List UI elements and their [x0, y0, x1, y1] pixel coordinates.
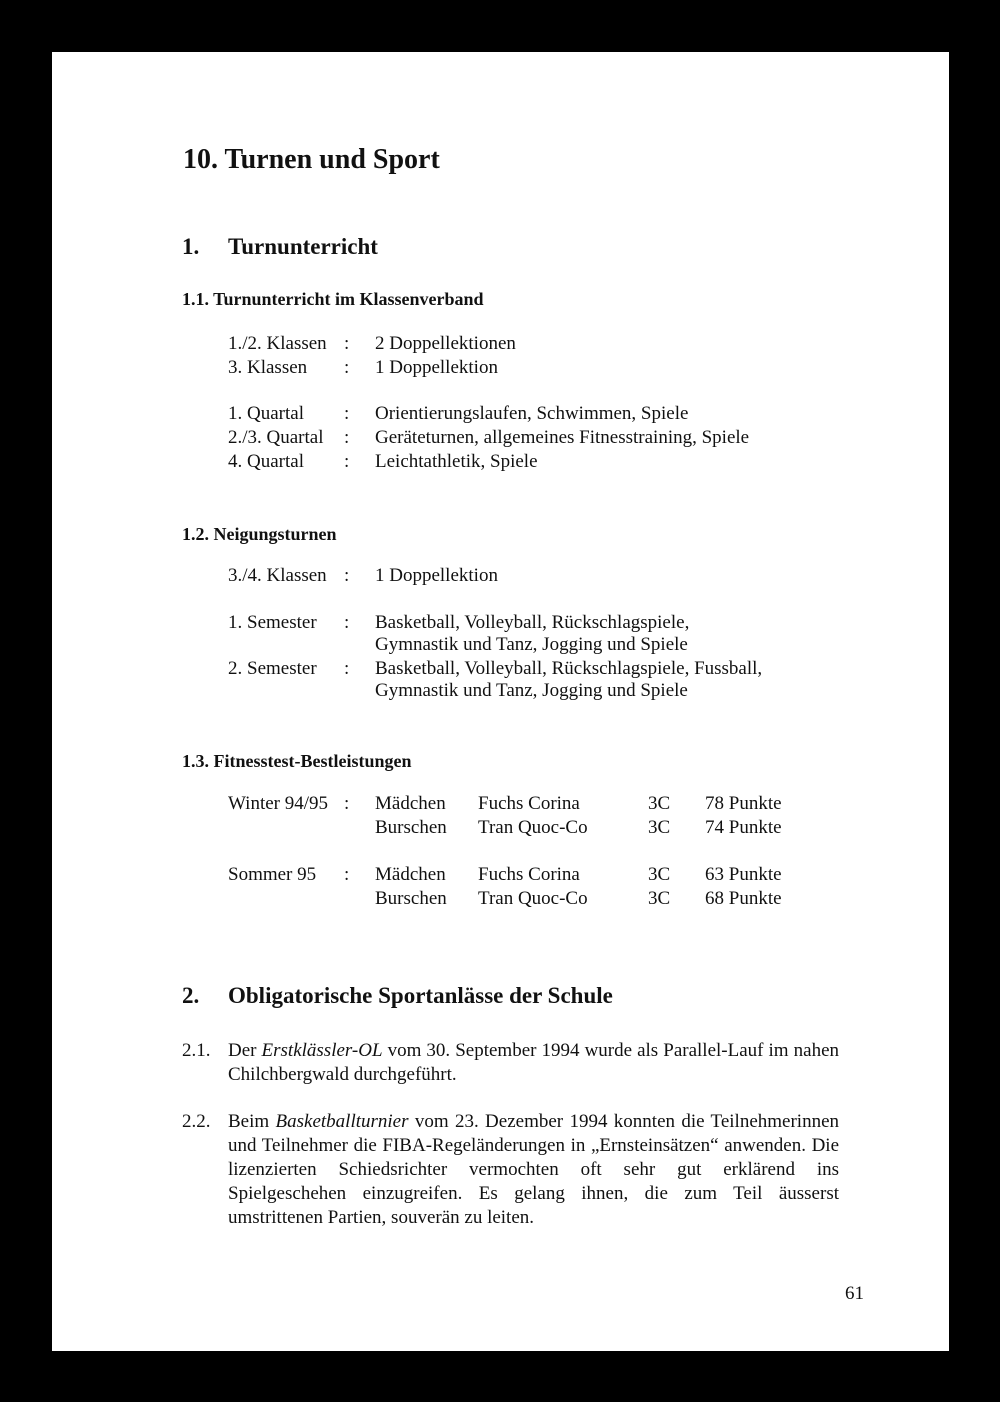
- table-cell-period: Sommer 95: [228, 864, 317, 885]
- table-cell-group: Burschen: [375, 888, 447, 909]
- table-cell-name: Tran Quoc-Co: [478, 888, 588, 909]
- list-item-text: 1 Doppellektion: [375, 565, 498, 586]
- table-cell-class: 3C: [648, 817, 671, 838]
- list-item-label: 4. Quartal: [228, 451, 304, 472]
- subsection-1-3-heading: 1.3. Fitnesstest-Bestleistungen: [182, 751, 412, 771]
- list-item-text: Geräteturnen, allgemeines Fitnesstraining, Spiele: [375, 427, 750, 448]
- list-item-text: 2 Doppellektionen: [375, 333, 516, 354]
- list-item-colon: :: [344, 612, 350, 633]
- list-item-label: 2./3. Quartal: [228, 427, 324, 448]
- list-item-text: Orientierungslaufen, Schwimmen, Spiele: [375, 403, 689, 424]
- list-item-colon: :: [344, 403, 350, 424]
- table-cell-points: 68 Punkte: [705, 888, 782, 909]
- paragraph-2-1-number: 2.1.: [182, 1040, 211, 1061]
- list-item-text-continued: Gymnastik und Tanz, Jogging und Spiele: [375, 680, 688, 701]
- table-cell-class: 3C: [648, 793, 671, 814]
- event-name: Basketballturnier: [275, 1111, 409, 1132]
- paragraph-text: vom 23. Dezember 1994 konnten die Teilnehmerinnen und Teilnehmer die FIBA-Regeländerungen in „Ernsteinsätzen“ anwenden. Die lizenzierten Schiedsrichter vermochten oft sehr gut erklärend ins Spielgeschehen einzugreifen. Es gelang ihnen, die zum Teil äusserst umstrittenen Partien, souverän zu leiten.: [228, 1111, 840, 1228]
- list-item-colon: :: [344, 451, 350, 472]
- table-cell-points: 74 Punkte: [705, 817, 782, 838]
- list-item-text: Leichtathletik, Spiele: [375, 451, 538, 472]
- list-item-colon: :: [344, 565, 350, 586]
- list-item-label: 3. Klassen: [228, 357, 308, 378]
- list-item-label: 1./2. Klassen: [228, 333, 327, 354]
- table-cell-colon: :: [344, 864, 350, 885]
- paragraph-text: Der: [228, 1040, 262, 1061]
- list-item-text-continued: Gymnastik und Tanz, Jogging und Spiele: [375, 634, 688, 655]
- table-cell-points: 78 Punkte: [705, 793, 782, 814]
- list-item-label: 1. Semester: [228, 612, 317, 633]
- list-item-text: 1 Doppellektion: [375, 357, 498, 378]
- table-cell-group: Mädchen: [375, 864, 446, 885]
- table-cell-group: Burschen: [375, 817, 447, 838]
- table-cell-name: Fuchs Corina: [478, 864, 580, 885]
- paragraph-text: vom 30. September 1994 wurde als Parallel-Lauf im nahen Chilchbergwald durchgeführt.: [228, 1040, 839, 1085]
- section-2-number: 2.: [182, 983, 200, 1008]
- subsection-1-2-heading: 1.2. Neigungsturnen: [182, 524, 337, 544]
- paragraph-2-2: [228, 1110, 839, 1230]
- document-page: [52, 52, 949, 1351]
- paragraph-text: Beim: [228, 1111, 276, 1132]
- paragraph-2-1: [228, 1039, 839, 1087]
- list-item-text: Basketball, Volleyball, Rückschlagspiele,: [375, 612, 690, 633]
- table-cell-name: Fuchs Corina: [478, 793, 580, 814]
- table-cell-class: 3C: [648, 888, 671, 909]
- list-item-label: 3./4. Klassen: [228, 565, 327, 586]
- table-cell-class: 3C: [648, 864, 671, 885]
- chapter-title: 10. Turnen und Sport: [183, 144, 440, 175]
- list-item-label: 1. Quartal: [228, 403, 304, 424]
- section-2-title: Obligatorische Sportanlässe der Schule: [228, 983, 613, 1008]
- event-name: Erstklässler-OL: [261, 1040, 383, 1061]
- list-item-colon: :: [344, 333, 350, 354]
- table-cell-colon: :: [344, 793, 350, 814]
- section-1-number: 1.: [182, 234, 200, 259]
- list-item-colon: :: [344, 658, 350, 679]
- table-cell-period: Winter 94/95: [228, 793, 329, 814]
- list-item-colon: :: [344, 357, 350, 378]
- list-item-text: Basketball, Volleyball, Rückschlagspiele, Fussball,: [375, 658, 763, 679]
- section-1-title: Turnunterricht: [228, 234, 378, 259]
- table-cell-name: Tran Quoc-Co: [478, 817, 588, 838]
- table-cell-points: 63 Punkte: [705, 864, 782, 885]
- subsection-1-1-heading: 1.1. Turnunterricht im Klassenverband: [182, 289, 484, 309]
- paragraph-2-2-number: 2.2.: [182, 1111, 211, 1132]
- list-item-label: 2. Semester: [228, 658, 317, 679]
- table-cell-group: Mädchen: [375, 793, 446, 814]
- list-item-colon: :: [344, 427, 350, 448]
- page-number: 61: [845, 1283, 864, 1304]
